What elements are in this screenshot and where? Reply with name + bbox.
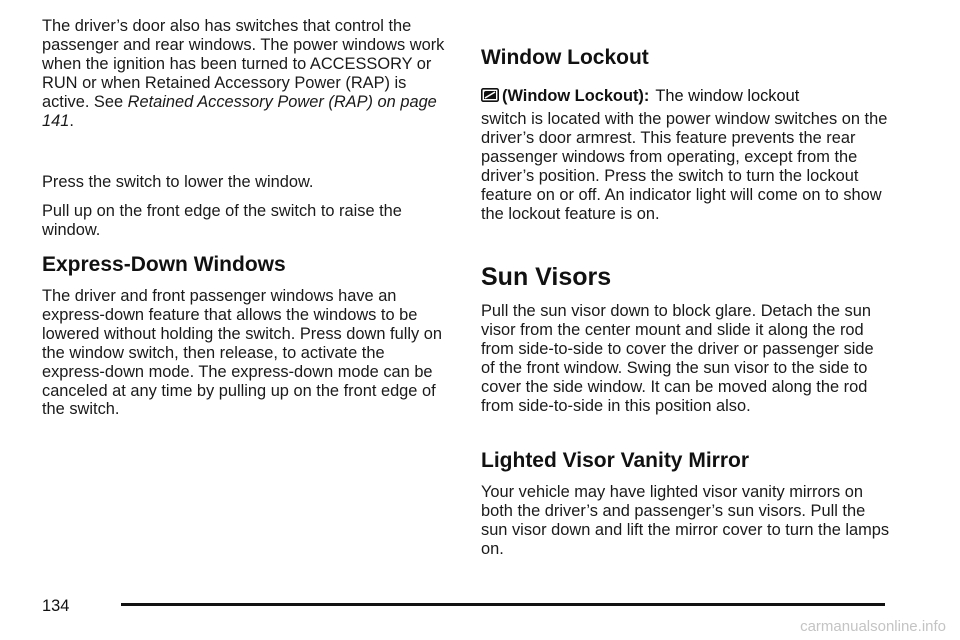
- lockout-text-start: The window lockout: [655, 87, 800, 105]
- lower-window-paragraph: Press the switch to lower the window.: [42, 173, 314, 191]
- lockout-first-line: [481, 87, 891, 106]
- vanity-mirror-heading: Lighted Visor Vanity Mirror: [481, 449, 749, 472]
- express-down-paragraph: The driver and front passenger windows have an express-down feature that allows the windows to be lowered without holding the switch. Press down fully on the window switch, then release, to activate the express-down mode. The express-down mode can be canceled at any time by pulling up on the front edge of the switch.: [42, 287, 442, 419]
- intro-paragraph: [42, 17, 447, 130]
- rap-reference-link[interactable]: Retained Accessory Power (RAP) on page 141: [42, 92, 437, 130]
- vanity-mirror-paragraph: Your vehicle may have lighted visor vanity mirrors on both the driver’s and passenger’s sun visors. Pull the sun visor down and lift the mirror cover to turn the lamps on.: [481, 483, 890, 558]
- sun-visors-heading: Sun Visors: [481, 263, 612, 291]
- footer-rule: [121, 603, 885, 606]
- raise-window-paragraph: Pull up on the front edge of the switch to raise the window.: [42, 202, 402, 239]
- sun-visors-paragraph: Pull the sun visor down to block glare. Detach the sun visor from the center mount and slide it along the rod from side-to-side to cover the driver or passenger side of the front window. Swing the sun visor to the side to cover the side window. It can be moved along the rod from side-to-side in this position also.: [481, 302, 874, 415]
- page-number: 134: [42, 597, 70, 615]
- lockout-paragraph: switch is located with the power window switches on the driver’s door armrest. This feature prevents the rear passenger windows from operating, except from the driver’s position. Press the switch to turn the lockout feature on or off. An indicator light will come on to show the lockout feature is on.: [481, 110, 888, 223]
- intro-end: .: [69, 111, 74, 130]
- intro-text: The driver’s door also has switches that control the passenger and rear windows. The power windows work when the ignition has been turned to ACCESSORY or RUN or when Retained Accessory Power (RAP) is active. See: [42, 17, 445, 111]
- express-down-heading: Express-Down Windows: [42, 253, 286, 276]
- window-lockout-icon: [481, 88, 499, 102]
- watermark: carmanualsonline.info: [800, 618, 946, 635]
- window-lockout-heading: Window Lockout: [481, 46, 649, 69]
- lockout-label: (Window Lockout):: [502, 87, 650, 105]
